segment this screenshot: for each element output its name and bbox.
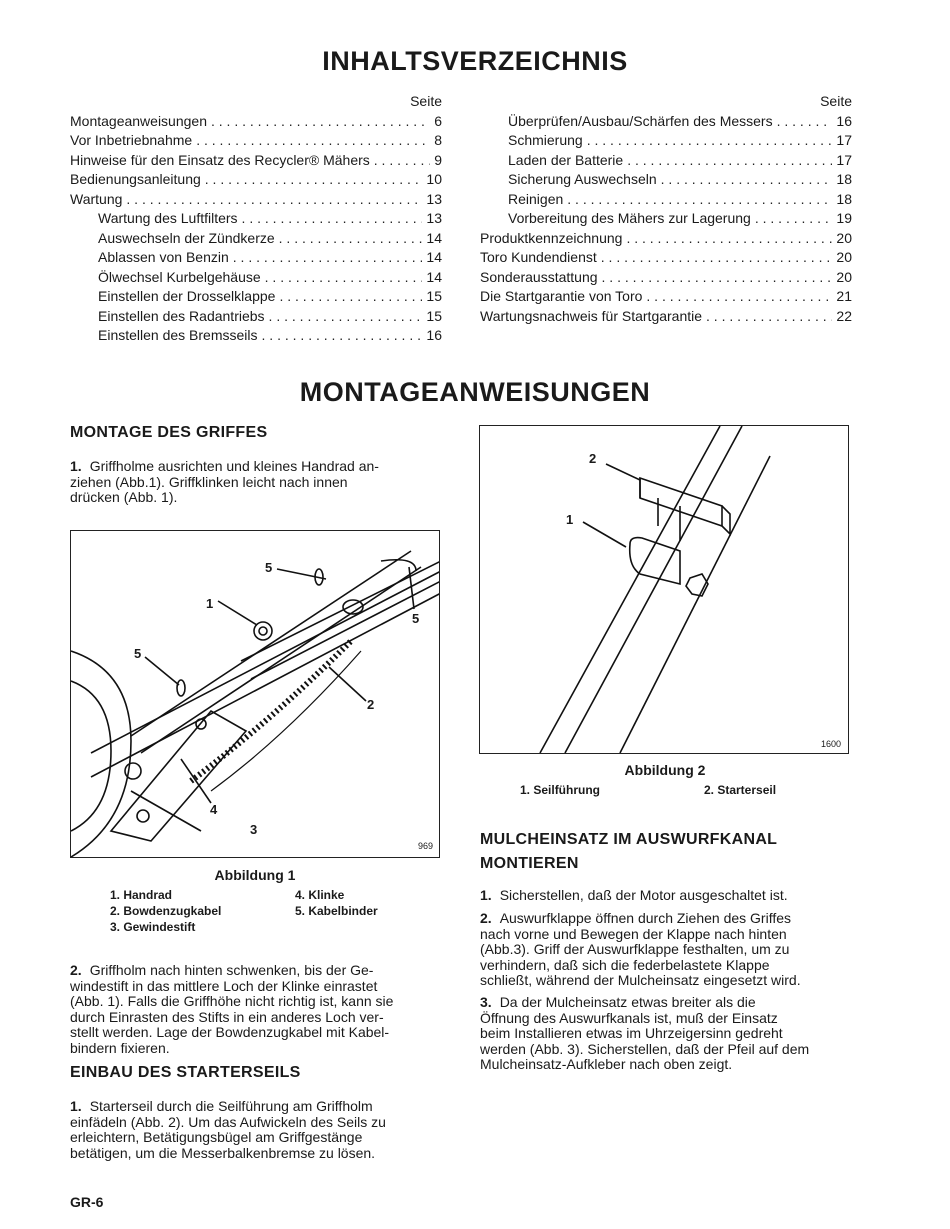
step-number: 1. [70, 458, 82, 474]
toc-leader-dots [265, 268, 423, 288]
toc-entry [480, 112, 852, 132]
fig2-callout: 1 [566, 512, 574, 527]
legend-item: 5. Kabelbinder [295, 904, 378, 918]
toc-entry-label: Schmierung [508, 132, 583, 148]
griff-heading: MONTAGE DES GRIFFES [70, 424, 268, 441]
toc-title: INHALTSVERZEICHNIS [322, 46, 628, 76]
fig1-callout: 5 [265, 560, 273, 575]
toc-entry-page: 16 [426, 327, 442, 343]
toc-entry-label: Wartungsnachweis für Startgarantie [480, 307, 703, 324]
mulch-step-1 [480, 888, 852, 904]
toc-entry-page: 17 [836, 132, 852, 148]
step-line: verhindern, daß sich die federbelastete Klappe [480, 956, 770, 973]
toc-entry-page: 14 [426, 229, 442, 246]
toc-entry [70, 209, 442, 229]
legend-item: 1. Seilführung [520, 783, 601, 797]
toc-entry-label: Hinweise für den Einsatz des Recycler® Mähers [70, 151, 370, 168]
toc-entry-page: 17 [836, 151, 852, 168]
figure-1-legend-col1 [110, 887, 221, 935]
toc-entry [480, 307, 852, 327]
toc-entry-label: Produktkennzeichnung [480, 229, 623, 246]
fig1-callout: 5 [134, 646, 142, 661]
fig1-number: 969 [418, 841, 434, 851]
fig1-callout: 3 [250, 822, 258, 837]
toc-entry [70, 229, 442, 249]
toc-entry-page: 16 [836, 112, 852, 129]
toc-entry-page: 10 [426, 171, 442, 187]
toc-entry-page: 13 [426, 210, 442, 226]
toc-entry-label: Reinigen [508, 190, 564, 207]
griff-step-2 [70, 963, 442, 1057]
toc-entry [480, 170, 852, 190]
step-line: erleichtern, Betätigungsbügel am Griffgestänge [70, 1129, 363, 1146]
toc-entry [70, 151, 442, 171]
toc-entry-label: Toro Kundendienst [480, 249, 597, 265]
toc-leader-dots [661, 170, 833, 190]
step-line: ziehen (Abb.1). Griffklinken leicht nach innen [70, 473, 348, 490]
step-line: Griffholm nach hinten schwenken, bis der Ge- [89, 962, 374, 978]
step-line: werden (Abb. 3). Sicherstellen, daß der Pfeil auf dem [480, 1040, 810, 1057]
section-title: MONTAGEANWEISUNGEN [299, 377, 651, 407]
toc-leader-dots [602, 268, 833, 288]
fig2-number: 1600 [821, 739, 842, 749]
mulch-step-2 [480, 911, 852, 989]
figure-1-legend-col2 [295, 887, 378, 919]
figure-2-caption: Abbildung 2 [624, 762, 706, 778]
step-number: 1. [70, 1098, 82, 1114]
toc-entry-page: 20 [836, 249, 852, 265]
figure-2-legend-col2 [704, 782, 776, 798]
heading-line: MONTIEREN [480, 855, 579, 872]
legend-item: 4. Klinke [295, 888, 345, 902]
toc-entry-label: Wartung [70, 190, 123, 207]
toc-right-list [480, 112, 852, 327]
figure-1-box [70, 530, 440, 858]
toc-entry [480, 248, 852, 268]
fig1-callout: 5 [412, 611, 420, 626]
toc-leader-dots [777, 112, 833, 132]
toc-entry-label: Vorbereitung des Mähers zur Lagerung [508, 210, 751, 226]
figure-2-box [479, 425, 849, 754]
toc-entry-page: 9 [434, 151, 442, 168]
toc-leader-dots [279, 287, 422, 307]
toc-entry-label: Bedienungsanleitung [70, 171, 201, 187]
toc-leader-dots [374, 151, 430, 171]
step-number: 2. [480, 910, 492, 926]
toc-entry [480, 287, 852, 307]
step-number: 2. [70, 962, 82, 978]
starter-heading: EINBAU DES STARTERSEILS [70, 1064, 301, 1081]
legend-item: 2. Starterseil [704, 783, 777, 797]
toc-entry-page: 14 [426, 249, 442, 265]
griff-step-1 [70, 459, 442, 506]
legend-item: 2. Bowdenzugkabel [110, 904, 222, 918]
toc-leader-dots [601, 248, 833, 268]
toc-entry-label: Überprüfen/Ausbau/Schärfen des Messers [508, 112, 773, 129]
toc-entry-page: 6 [434, 112, 442, 129]
toc-entry-label: Sicherung Auswechseln [508, 171, 657, 187]
toc-leader-dots [567, 190, 832, 210]
toc-entry-page: 18 [836, 171, 852, 187]
toc-entry-label: Auswechseln der Zündkerze [98, 229, 275, 246]
toc-entry-label: Montageanweisungen [70, 112, 207, 129]
toc-leader-dots [279, 229, 423, 249]
step-line: Griffholme ausrichten und kleines Handrad an- [89, 458, 379, 474]
toc-leader-dots [755, 209, 833, 229]
toc-entry-page: 19 [836, 210, 852, 226]
step-line: Starterseil durch die Seilführung am Griffholm [89, 1098, 373, 1114]
step-line: einfädeln (Abb. 2). Um das Aufwickeln des Seils zu [70, 1113, 386, 1130]
step-line: nach vorne und Bewegen der Klappe nach hinten [480, 925, 787, 942]
toc-entry [480, 209, 852, 229]
step-line: (Abb. 1). Falls die Griffhöhe nicht richtig ist, kann sie [70, 993, 394, 1010]
step-line: windestift in das mittlere Loch der Klinke einrastet [70, 977, 378, 994]
toc-leader-dots [233, 248, 423, 268]
toc-leader-dots [269, 307, 423, 327]
figure-1-caption: Abbildung 1 [214, 867, 296, 883]
toc-entry-label: Einstellen des Bremsseils [98, 327, 258, 343]
toc-leader-dots [205, 170, 423, 190]
legend-item: 1. Handrad [110, 888, 173, 902]
step-line: schließt, während der Mulcheinsatz eingesetzt wird. [480, 972, 801, 989]
toc-entry-label: Einstellen des Radantriebs [98, 307, 265, 324]
toc-entry-page: 15 [426, 288, 442, 304]
mulch-heading [480, 828, 777, 876]
toc-leader-dots [626, 229, 832, 249]
toc-entry-page: 13 [426, 190, 442, 207]
toc-entry [480, 229, 852, 249]
toc-leader-dots [242, 209, 423, 229]
legend-item: 3. Gewindestift [110, 920, 196, 934]
toc-entry [70, 287, 442, 307]
toc-entry [480, 268, 852, 288]
step-line: stellt werden. Lage der Bowdenzugkabel mit Kabel- [70, 1024, 390, 1041]
toc-entry-label: Sonderausstattung [480, 268, 598, 285]
step-line: Sicherstellen, daß der Motor ausgeschaltet ist. [499, 887, 788, 903]
step-number: 3. [480, 994, 492, 1010]
step-line: betätigen, um die Messerbalkenbremse zu lösen. [70, 1144, 376, 1161]
toc-entry [70, 112, 442, 132]
figure-2-legend-col1 [520, 782, 600, 798]
step-line: beim Installieren etwas im Uhrzeigersinn gedreht [480, 1025, 783, 1042]
page-label: GR-6 [70, 1194, 104, 1210]
toc-entry [70, 268, 442, 288]
step-line: drücken (Abb. 1). [70, 489, 178, 506]
toc-entry [70, 248, 442, 268]
toc-entry-label: Wartung des Luftfilters [98, 210, 238, 226]
toc-entry-label: Die Startgarantie von Toro [480, 288, 643, 304]
toc-entry-page: 22 [836, 307, 852, 324]
toc-leader-dots [262, 326, 423, 346]
step-line: bindern fixieren. [70, 1039, 170, 1056]
fig1-callout: 2 [367, 697, 375, 712]
step-line: Mulcheinsatz-Aufkleber nach oben zeigt. [480, 1056, 733, 1073]
toc-entry [70, 326, 442, 346]
toc-entry [480, 190, 852, 210]
toc-entry-page: 14 [426, 268, 442, 285]
step-number: 1. [480, 887, 492, 903]
toc-leader-dots [211, 112, 430, 132]
toc-entry [70, 190, 442, 210]
mulch-step-3 [480, 995, 852, 1073]
toc-entry [70, 170, 442, 190]
toc-entry-page: 21 [836, 288, 852, 304]
toc-leader-dots [196, 131, 430, 151]
step-line: (Abb.3). Griff der Auswurfklappe festhalten, um zu [480, 941, 790, 958]
toc-left-column [70, 92, 442, 346]
toc-leader-dots [126, 190, 422, 210]
toc-left-list [70, 112, 442, 346]
toc-leader-dots [627, 151, 832, 171]
fig1-callout: 1 [206, 596, 214, 611]
toc-entry [480, 151, 852, 171]
toc-entry [70, 307, 442, 327]
toc-entry [70, 131, 442, 151]
toc-entry-label: Einstellen der Drosselklappe [98, 288, 276, 304]
toc-entry-label: Laden der Batterie [508, 151, 624, 168]
toc-entry-label: Ablassen von Benzin [98, 249, 229, 265]
toc-entry-page: 18 [836, 190, 852, 207]
toc-entry-page: 20 [836, 229, 852, 246]
fig1-callout: 4 [210, 802, 218, 817]
toc-leader-dots [706, 307, 832, 327]
heading-line: MULCHEINSATZ IM AUSWURFKANAL [480, 831, 778, 848]
toc-entry-page: 8 [434, 132, 442, 148]
step-line: Öffnung des Auswurfkanals ist, muß der Einsatz [480, 1009, 778, 1026]
step-line: durch Einrasten des Stifts in ein anderes Loch ver- [70, 1008, 384, 1025]
toc-leader-dots [587, 131, 833, 151]
toc-entry-label: Vor Inbetriebnahme [70, 132, 193, 148]
toc-leader-dots [646, 287, 832, 307]
toc-entry-page: 20 [836, 268, 852, 285]
starter-step-1 [70, 1099, 442, 1161]
toc-right-column [480, 92, 852, 326]
fig2-callout: 2 [589, 451, 597, 466]
step-line: Auswurfklappe öffnen durch Ziehen des Griffes [499, 910, 792, 926]
toc-page-header: Seite [820, 93, 852, 109]
figure-2-illustration [480, 426, 848, 753]
toc-entry-page: 15 [426, 307, 442, 324]
toc-entry [480, 131, 852, 151]
toc-page-header: Seite [410, 93, 442, 109]
toc-entry-label: Ölwechsel Kurbelgehäuse [98, 268, 261, 285]
step-line: Da der Mulcheinsatz etwas breiter als die [499, 994, 756, 1010]
figure-1-illustration [71, 531, 439, 857]
